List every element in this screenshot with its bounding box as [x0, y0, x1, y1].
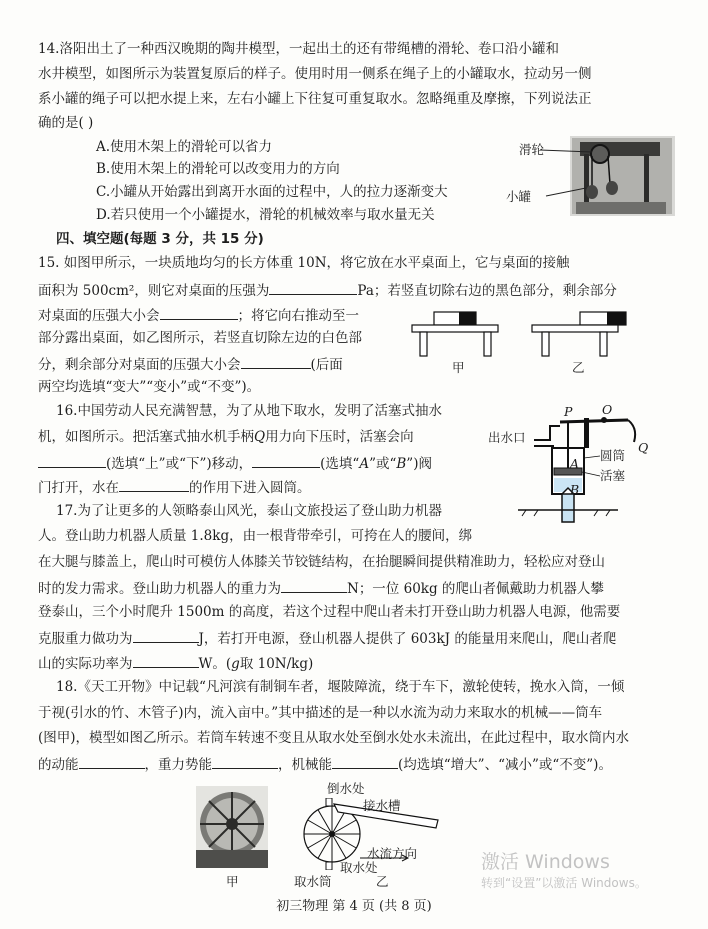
pour-point-label: 倒水处	[327, 781, 365, 796]
q18-blank-1[interactable]	[79, 757, 145, 769]
q16-blank-3[interactable]	[119, 480, 189, 492]
q15-blank-2[interactable]	[160, 308, 238, 320]
q17-line-2: 人。登山助力机器人质量 1.8kg，由一根背带牵引，可挎在人的腰间，绑	[38, 528, 473, 544]
q18-line-3: (图甲)，模型如图乙所示。若筒车转速不变且从取水处至倒水处水未流出，在此过程中，取水筒内水	[38, 730, 630, 746]
pump-cylinder-label: 圆筒	[600, 448, 626, 463]
page-footer: 初三物理 第 4 页 (共 8 页)	[276, 899, 432, 914]
q16-line-2: 机，如图所示。把活塞式抽水机手柄Q用力向下压时，活塞会向	[38, 429, 414, 445]
take-point-label: 取水处	[340, 860, 378, 875]
q17-line-6: 克服重力做功为 J，若打开电源，登山机器人提供了 603kJ 的能量用来爬山，爬山者爬	[38, 631, 617, 647]
q15-line-3: 对桌面的压强大小会 ；将它向右推动至一	[38, 308, 359, 324]
pump-outlet-label: 出水口	[488, 430, 526, 445]
pump-O-label: O	[602, 402, 613, 417]
q14-stem-line-4: 确的是( )	[38, 115, 94, 131]
pump-piston-label: 活塞	[600, 468, 626, 483]
q16-blank-1[interactable]	[38, 456, 106, 468]
q15-line-6: 两空均选填“变大”“变小”或“不变”)。	[38, 379, 261, 395]
q17-line-7: 山的实际功率为 W。(g取 10N/kg)	[38, 656, 314, 672]
q14-option-a: A.使用木架上的滑轮可以省力	[96, 139, 273, 155]
q15-figure-yi-label: 乙	[572, 360, 585, 375]
q18-line-4: 的动能 ，重力势能 ，机械能 (均选填“增大”、“减小”或“不变”)。	[38, 757, 612, 773]
q17-line-3: 在大腿与膝盖上，爬山时可模仿人体膝关节铰链结构，在抬腿瞬间提供精准助力，轻松应对登山	[38, 554, 605, 570]
pump-P-label: P	[564, 404, 573, 419]
pump-Q-label: Q	[638, 440, 649, 455]
q14-option-c: C.小罐从开始露出到离开水面的过程中，人的拉力逐渐变大	[96, 184, 448, 200]
waterwheel-photo	[196, 786, 268, 868]
q18-line-2: 于视(引水的竹、木管子)内，流入亩中。”其中描述的是一种以水流为动力来取水的机械——筒车	[38, 705, 603, 721]
q18-figure-yi-label: 乙	[376, 874, 389, 889]
q15-line-1: 15. 如图甲所示，一块质地均匀的长方体重 10N，将它放在水平桌面上，它与桌面的接触	[38, 255, 570, 271]
q18-figure-jia-label: 甲	[226, 874, 239, 889]
q15-figure-jia-label: 甲	[452, 360, 465, 375]
activation-watermark-title: 激活 Windows	[481, 851, 610, 873]
q18-blank-3[interactable]	[332, 757, 398, 769]
q15-line-5: 分，剩余部分对桌面的压强大小会 (后面	[38, 357, 343, 373]
q17-line-4: 时的发力需求。登山助力机器人的重力为 N；一位 60kg 的爬山者佩戴助力机器人攀	[38, 581, 604, 597]
q14-option-d: D.若只使用一个小罐提水，滑轮的机械效率与取水量无关	[96, 207, 435, 223]
section-4-heading: 四、填空题(每题 3 分，共 15 分)	[56, 231, 264, 247]
pump-A-label: A	[570, 456, 580, 471]
jar-label: 小罐	[506, 189, 532, 204]
pulley-figure	[506, 136, 680, 216]
q18-blank-2[interactable]	[212, 757, 278, 769]
q17-line-5: 登泰山，三个小时爬升 1500m 的高度，若这个过程中爬山者未打开登山助力机器人电源，他需要	[38, 604, 621, 620]
q17-blank-2[interactable]	[133, 631, 199, 643]
pump-figure	[488, 398, 693, 528]
q16-line-1: 16.中国劳动人民充满智慧，为了从地下取水，发明了活塞式抽水	[56, 403, 442, 419]
q15-blank-1[interactable]	[269, 283, 357, 295]
q16-line-4: 门打开，水在 的作用下进入圆筒。	[38, 480, 311, 496]
trough-label: 接水槽	[363, 798, 401, 813]
q14-stem-line-1: 14.洛阳出土了一种西汉晚期的陶井模型，一起出土的还有带绳槽的滑轮、卷口沿小罐和	[38, 41, 559, 57]
activation-watermark-subtitle: 转到“设置”以激活 Windows。	[481, 876, 647, 890]
q17-blank-3[interactable]	[133, 656, 199, 668]
pulley-label: 滑轮	[519, 142, 545, 157]
q18-line-1: 18.《天工开物》中记载“凡河滨有制铜车者，堰陂障流，绕于车下，激轮使转，挽水入筒，一倾	[56, 679, 625, 695]
q14-stem-line-2: 水井模型，如图所示为装置复原后的样子。使用时用一侧系在绳子上的小罐取水，拉动另一侧	[38, 66, 592, 82]
q14-stem-line-3: 系小罐的绳子可以把水提上来，左右小罐上下往复可重复取水。忽略绳重及摩擦，下列说法正	[38, 91, 592, 107]
q17-blank-1[interactable]	[281, 581, 347, 593]
q14-option-b: B.使用木架上的滑轮可以改变用力的方向	[96, 161, 340, 177]
q17-line-1: 17.为了让更多的人领略泰山风光，泰山文旅投运了登山助力机器	[56, 503, 442, 519]
q16-blank-2[interactable]	[252, 456, 320, 468]
q15-blank-3[interactable]	[241, 357, 311, 369]
q16-line-3: (选填“上”或“下”)移动， (选填“A”或“B”)阀	[38, 456, 432, 472]
q15-table-figure	[404, 308, 644, 380]
pump-diagram	[488, 398, 693, 528]
q15-line-2: 面积为 500cm²，则它对桌面的压强为 Pa；若竖直切除右边的黑色部分，剩余部分	[38, 283, 617, 299]
q15-line-4: 部分露出桌面，如乙图所示，若竖直切除左边的白色部	[38, 330, 362, 346]
pump-B-label: B	[570, 482, 580, 497]
flow-direction-label: 水流方向	[367, 846, 418, 861]
bucket-label: 取水筒	[294, 874, 332, 889]
